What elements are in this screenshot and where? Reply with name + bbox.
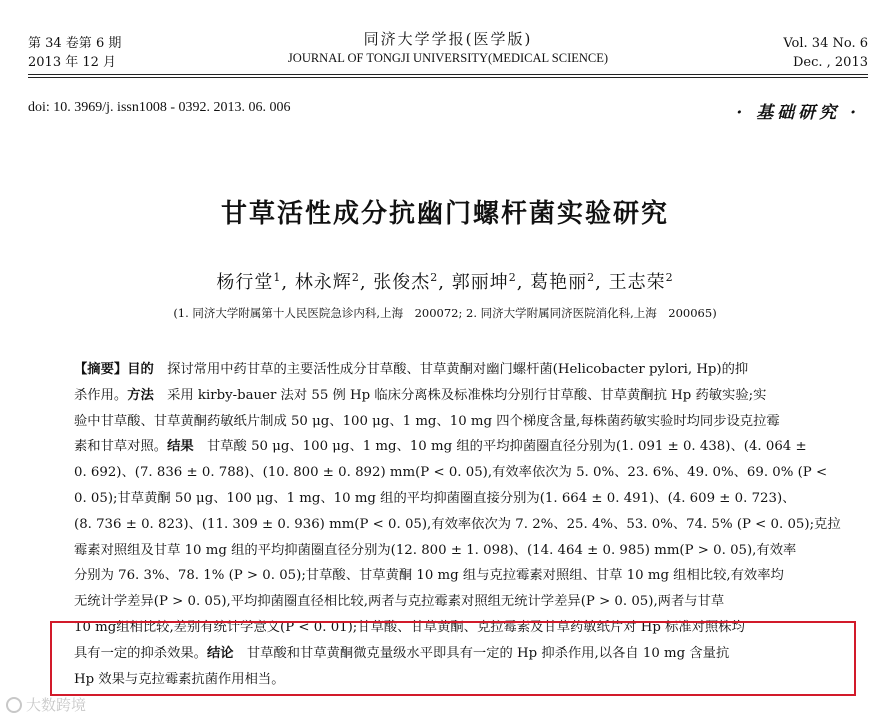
author-affil-mark: 2: [508, 271, 517, 284]
conclusion-label: 结论: [206, 645, 234, 661]
abstract-line: Hp 效果与克拉霉素抗菌作用相当。: [74, 671, 285, 687]
abstract-text: 采用 kirby-bauer 法对 55 例 Hp 临床分离株及标准株均分别行甘草酸、甘草黄酮抗 Hp 药敏实验;实: [167, 387, 767, 403]
author-separator: ,: [359, 272, 374, 293]
abstract-text: 甘草酸 50 μg、100 μg、1 mg、10 mg 组的平均抑菌圈直径分别为(1. 091 ± 0. 438)、(4. 064 ±: [206, 439, 807, 455]
author-name: 郭丽坤: [451, 272, 509, 293]
header-rule-top: [28, 74, 868, 75]
abstract-line: 0. 05);甘草黄酮 50 μg、100 μg、1 mg、10 mg 组的平均抑菌圈直接分别为(1. 664 ± 0. 491)、(4. 609 ± 0. 723)、: [74, 490, 796, 506]
abstract-line: (8. 736 ± 0. 823)、(11. 309 ± 0. 936) mm(P < 0. 05),有效率依次为 7. 2%、25. 4%、53. 0%、74. 5% (P < 0. 05);克拉: [74, 516, 841, 532]
highlight-box: [50, 621, 856, 696]
abstract-line: 10 mg组相比较,差别有统计学意义(P < 0. 01);甘草酸、甘草黄酮、克拉霉素及甘草药敏纸片对 Hp 标准对照株均: [74, 619, 745, 635]
header-volume-en: [783, 34, 868, 72]
header-date-en: Dec. , 2013: [792, 55, 868, 70]
watermark: [6, 694, 86, 715]
paper-title: 甘草活性成分抗幽门螺杆菌实验研究: [220, 199, 669, 229]
abstract-text: 探讨常用中药甘草的主要活性成分甘草酸、甘草黄酮对幽门螺杆菌(Helicobacter pylori, Hp)的抑: [167, 362, 749, 377]
author-separator: ,: [516, 272, 531, 293]
abstract-text: 素和甘草对照。: [74, 439, 168, 455]
doi: doi: 10. 3969/j. issn1008 - 0392. 2013. 06. 006: [28, 100, 291, 115]
author-name: 林永辉: [294, 272, 352, 293]
abstract-text: 具有一定的抑杀效果。: [74, 645, 207, 661]
author-affil-mark: 2: [351, 271, 360, 284]
author-list: [0, 268, 890, 294]
watermark-logo-icon: [6, 697, 22, 713]
abstract-text: 杀作用。: [74, 387, 128, 403]
author-affil-mark: 2: [587, 271, 596, 284]
abstract-line: 霉素对照组及甘草 10 mg 组的平均抑菌圈直径分别为(12. 800 ± 1. 098)、(14. 464 ± 0. 985) mm(P > 0. 05),有效率: [74, 542, 797, 558]
abstract-label: 【摘要】: [74, 362, 128, 377]
header-journal: [28, 30, 868, 68]
author-separator: ,: [438, 272, 452, 293]
author-name: 王志荣: [608, 272, 666, 293]
affiliations: (1. 同济大学附属第十人民医院急诊内科,上海 200072; 2. 同济大学附属同济医院消化科,上海 200065): [173, 306, 717, 320]
author-name: 葛艳丽: [530, 272, 588, 293]
header-journal-cn: 同济大学学报(医学版): [363, 30, 533, 48]
header-vol-no: Vol. 34 No. 6: [783, 36, 868, 51]
abstract-line: 0. 692)、(7. 836 ± 0. 788)、(10. 800 ± 0. 892) mm(P < 0. 05),有效率依次为 5. 0%、23. 6%、49. 0%、69. 0% (P <: [74, 465, 828, 481]
author-name: 张俊杰: [373, 272, 431, 293]
author-affil-mark: 1: [273, 271, 282, 284]
author-affil-mark: 2: [430, 271, 439, 284]
header-journal-en: JOURNAL OF TONGJI UNIVERSITY(MEDICAL SCIENCE): [287, 51, 609, 65]
header-date: 2013 年 12 月: [28, 55, 117, 70]
objective-label: 目的: [127, 362, 154, 377]
author-name: 杨行堂: [216, 272, 274, 293]
section-label: · 基础研究 ·: [736, 103, 860, 123]
abstract-text: 甘草酸和甘草黄酮微克量级水平即具有一定的 Hp 抑杀作用,以各自 10 mg 含量抗: [246, 645, 730, 661]
author-affil-mark: 2: [665, 271, 674, 284]
header-rule-bottom: [28, 77, 868, 78]
header-volume-issue: 第 34 卷第 6 期: [28, 36, 122, 51]
method-label: 方法: [127, 387, 154, 403]
watermark-text: 大数跨境: [26, 696, 87, 714]
result-label: 结果: [167, 439, 194, 455]
author-separator: ,: [281, 272, 295, 293]
journal-header: [28, 30, 868, 80]
abstract-line: [74, 357, 842, 383]
abstract-line: [74, 434, 842, 460]
abstract-line: 分别为 76. 3%、78. 1% (P > 0. 05);甘草酸、甘草黄酮 10 mg 组与克拉霉素对照组、甘草 10 mg 组相比较,有效率均: [74, 568, 784, 584]
abstract-line: [74, 383, 842, 409]
abstract-line: 验中甘草酸、甘草黄酮药敏纸片制成 50 μg、100 μg、1 mg、10 mg 四个梯度含量,每株菌药敏实验时均同步设克拉霉: [74, 413, 780, 429]
abstract-line: 无统计学差异(P > 0. 05),平均抑菌圈直径相比较,两者与克拉霉素对照组无统计学差异(P > 0. 05),两者与甘草: [74, 594, 725, 610]
author-separator: ,: [595, 272, 609, 293]
